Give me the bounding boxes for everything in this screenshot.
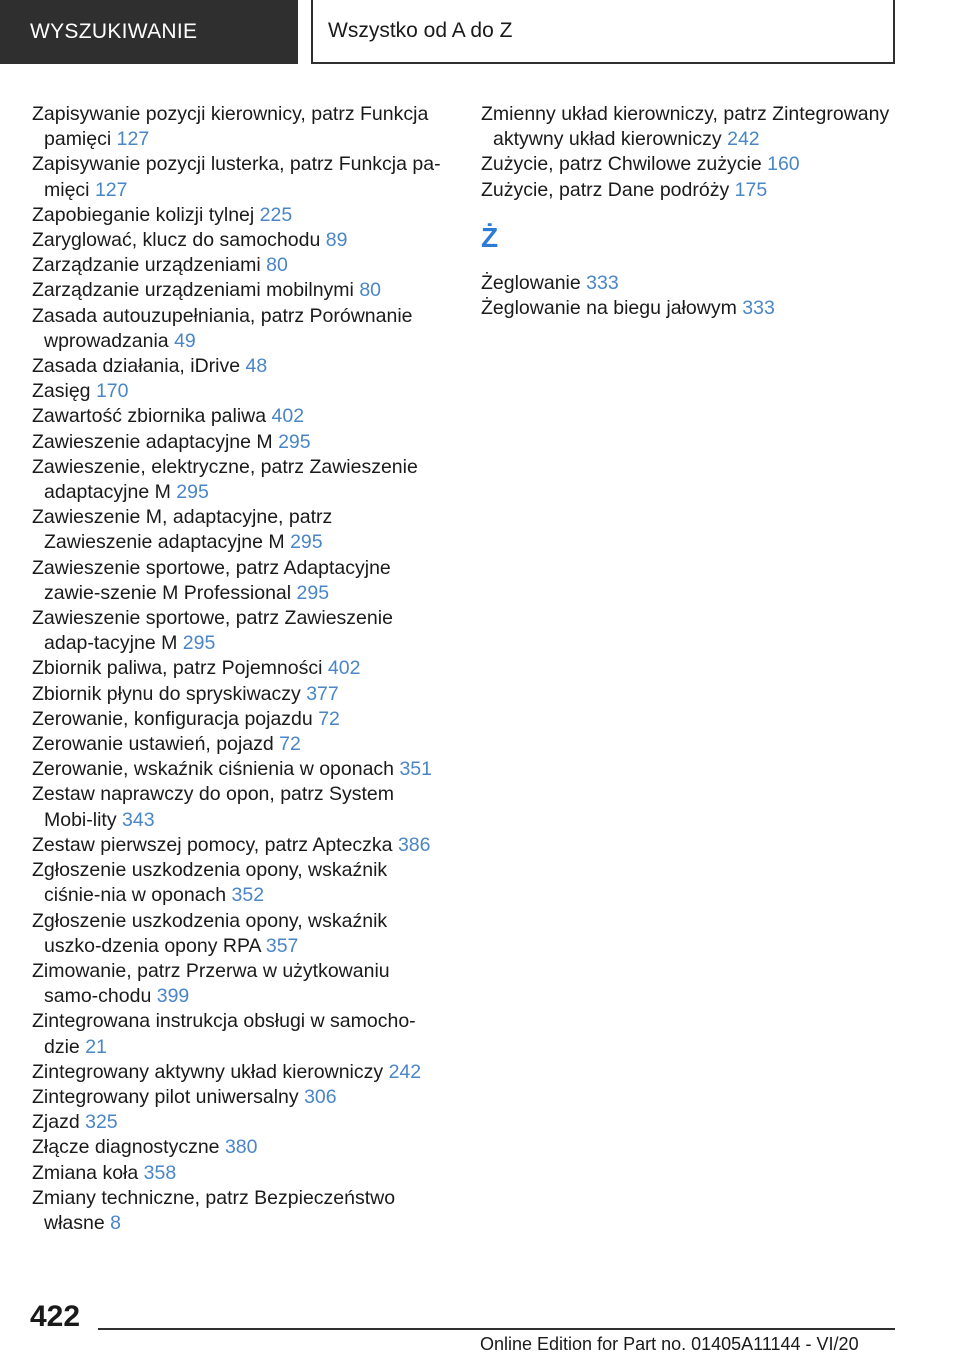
entry-term: Złącze diagnostyczne <box>32 1136 220 1159</box>
entry-term: Zawieszenie sportowe, patrz Adaptacyjne zawie-szenie M Professional <box>32 556 391 604</box>
index-entry <box>32 102 442 152</box>
index-entry <box>32 253 442 278</box>
entry-term: Zmiany techniczne, patrz Bezpieczeństwo własne <box>32 1186 396 1234</box>
page-reference-link[interactable]: 295 <box>290 531 323 554</box>
index-entry <box>32 430 442 455</box>
entry-term: Zimowanie, patrz Przerwa w użytkowaniu samo-chodu <box>32 959 390 1008</box>
index-entry <box>32 556 442 606</box>
page-reference-link[interactable]: 127 <box>116 128 150 151</box>
index-entry <box>481 271 901 296</box>
entry-term: Zużycie, patrz Chwilowe zużycie <box>481 153 762 176</box>
entry-term: Zawartość zbiornika paliwa <box>32 405 267 428</box>
entry-term: Zasięg <box>32 380 91 403</box>
index-entry <box>32 228 442 253</box>
section-label: WYSZUKIWANIE <box>30 20 198 43</box>
page-reference-link[interactable]: 175 <box>734 178 768 201</box>
page-reference-link[interactable]: 242 <box>727 128 760 151</box>
index-entry <box>32 959 442 1009</box>
index-entry <box>481 178 901 203</box>
index-entry <box>32 732 442 757</box>
page-reference-link[interactable]: 127 <box>94 178 128 201</box>
index-entry <box>32 1110 442 1135</box>
page-reference-link[interactable]: 295 <box>176 481 209 504</box>
index-group-z <box>481 102 901 203</box>
index-column-left <box>32 102 442 1236</box>
entry-term: Zgłoszenie uszkodzenia opony, wskaźnik uszko-dzenia opony RPA <box>32 909 388 957</box>
page-reference-link[interactable]: 325 <box>85 1111 118 1134</box>
page-reference-link[interactable]: 402 <box>327 657 361 680</box>
entry-term: Zmiana koła <box>32 1161 139 1184</box>
page-reference-link[interactable]: 89 <box>325 229 348 252</box>
page-reference-link[interactable]: 49 <box>174 329 196 352</box>
page-reference-link[interactable]: 72 <box>318 707 340 730</box>
page-reference-link[interactable]: 333 <box>586 271 619 294</box>
chapter-title: Wszystko od A do Z <box>328 19 513 42</box>
entry-term: Zawieszenie sportowe, patrz Zawieszenie adap-tacyjne M <box>32 607 393 655</box>
footer-divider <box>98 1328 895 1330</box>
index-entry <box>32 782 442 832</box>
page-reference-link[interactable]: 343 <box>122 808 155 831</box>
page-reference-link[interactable]: 48 <box>245 355 268 378</box>
entry-term: Zawieszenie adaptacyjne M <box>32 430 273 453</box>
index-entry <box>481 296 901 321</box>
index-entry <box>32 606 442 656</box>
entry-term: Zintegrowana instrukcja obsługi w samocho-dzie <box>32 1010 416 1058</box>
entry-term: Zmienny układ kierowniczy, patrz Zintegrowany aktywny układ kierowniczy <box>481 103 890 151</box>
entry-term: Zasada działania, iDrive <box>32 355 241 378</box>
page-reference-link[interactable]: 357 <box>265 934 299 957</box>
page-reference-link[interactable]: 295 <box>278 430 311 453</box>
page-number: 422 <box>30 1300 81 1333</box>
entry-term: Zapobieganie kolizji tylnej <box>32 203 255 226</box>
page-reference-link[interactable]: 295 <box>182 632 216 655</box>
entry-term: Zbiornik płynu do spryskiwaczy <box>32 682 301 705</box>
entry-term: Żeglowanie <box>481 271 581 294</box>
page-reference-link[interactable]: 160 <box>767 153 800 176</box>
index-entry <box>481 102 901 152</box>
index-entry <box>32 1135 442 1160</box>
index-entry <box>481 152 901 177</box>
page-reference-link[interactable]: 242 <box>388 1060 422 1083</box>
index-entry <box>32 152 442 202</box>
entry-term: Zawieszenie M, adaptacyjne, patrz Zawieszenie adaptacyjne M <box>32 506 333 554</box>
index-entry <box>32 1085 442 1110</box>
index-entry <box>32 505 442 555</box>
page-reference-link[interactable]: 380 <box>224 1136 258 1159</box>
index-entry <box>32 354 442 379</box>
entry-term: Zerowanie, wskaźnik ciśnienia w oponach <box>32 758 395 781</box>
entry-term: Zerowanie ustawień, pojazd <box>32 733 274 756</box>
index-group-z-dot <box>481 271 901 321</box>
index-entry <box>32 379 442 404</box>
page-reference-link[interactable]: 21 <box>85 1035 107 1058</box>
entry-term: Zjazd <box>32 1111 80 1134</box>
entry-term: Zawieszenie, elektryczne, patrz Zawieszenie adaptacyjne M <box>32 455 418 504</box>
entry-term: Zgłoszenie uszkodzenia opony, wskaźnik ciśnie-nia w oponach <box>32 859 388 907</box>
index-entry <box>32 1060 442 1085</box>
page-reference-link[interactable]: 399 <box>156 985 190 1008</box>
page-reference-link[interactable]: 377 <box>306 682 339 705</box>
page-reference-link[interactable]: 295 <box>296 581 330 604</box>
index-entry <box>32 656 442 681</box>
entry-term: Zużycie, patrz Dane podróży <box>481 178 730 201</box>
index-entry <box>32 858 442 908</box>
index-entry <box>32 1186 442 1236</box>
index-entry <box>32 833 442 858</box>
page-reference-link[interactable]: 351 <box>399 758 432 781</box>
entry-term: Zarządzanie urządzeniami mobilnymi <box>32 279 354 302</box>
index-entry <box>32 404 442 429</box>
page-reference-link[interactable]: 80 <box>266 254 288 277</box>
page-reference-link[interactable]: 386 <box>397 833 431 856</box>
index-entry <box>32 203 442 228</box>
chapter-title-box <box>311 0 895 64</box>
page-reference-link[interactable]: 80 <box>359 279 382 302</box>
index-entry <box>32 455 442 505</box>
index-entry <box>32 757 442 782</box>
index-entry <box>32 1161 442 1186</box>
index-entry <box>32 707 442 732</box>
page-reference-link[interactable]: 352 <box>231 884 265 907</box>
page-reference-link[interactable]: 333 <box>742 297 775 320</box>
page-reference-link[interactable]: 358 <box>143 1161 177 1184</box>
page-reference-link[interactable]: 306 <box>304 1085 337 1108</box>
entry-term: Zestaw pierwszej pomocy, patrz Apteczka <box>32 833 393 856</box>
index-entry <box>32 278 442 303</box>
entry-term: Zapisywanie pozycji kierownicy, patrz Funkcja pamięci <box>32 103 429 151</box>
page-reference-link[interactable]: 170 <box>95 380 129 403</box>
footer-edition: Online Edition for Part no. 01405A11144 - VI/20 <box>480 1334 859 1354</box>
entry-term: Zintegrowany pilot uniwersalny <box>32 1085 299 1108</box>
index-column-right <box>481 102 901 321</box>
index-entry <box>32 304 442 354</box>
entry-term: Zasada autouzupełniania, patrz Porównanie wprowadzania <box>32 304 413 352</box>
entry-term: Zbiornik paliwa, patrz Pojemności <box>32 657 323 680</box>
page-reference-link[interactable]: 8 <box>110 1211 121 1234</box>
section-tab <box>0 0 298 64</box>
page-reference-link[interactable]: 72 <box>279 733 301 756</box>
entry-term: Zestaw naprawczy do opon, patrz System Mobi-lity <box>32 783 394 831</box>
entry-term: Zintegrowany aktywny układ kierowniczy <box>32 1060 384 1083</box>
entry-term: Zaryglować, klucz do samochodu <box>32 229 321 252</box>
entry-term: Zapisywanie pozycji lusterka, patrz Funkcja pa-mięci <box>32 153 441 201</box>
entry-term: Zarządzanie urządzeniami <box>32 254 261 277</box>
entry-term: Żeglowanie na biegu jałowym <box>481 297 737 320</box>
page-reference-link[interactable]: 402 <box>271 405 305 428</box>
index-entry <box>32 909 442 959</box>
index-entry <box>32 682 442 707</box>
page-reference-link[interactable]: 225 <box>259 203 293 226</box>
letter-heading: Ż <box>481 221 499 253</box>
index-entry <box>32 1009 442 1059</box>
entry-term: Zerowanie, konfiguracja pojazdu <box>32 707 313 730</box>
